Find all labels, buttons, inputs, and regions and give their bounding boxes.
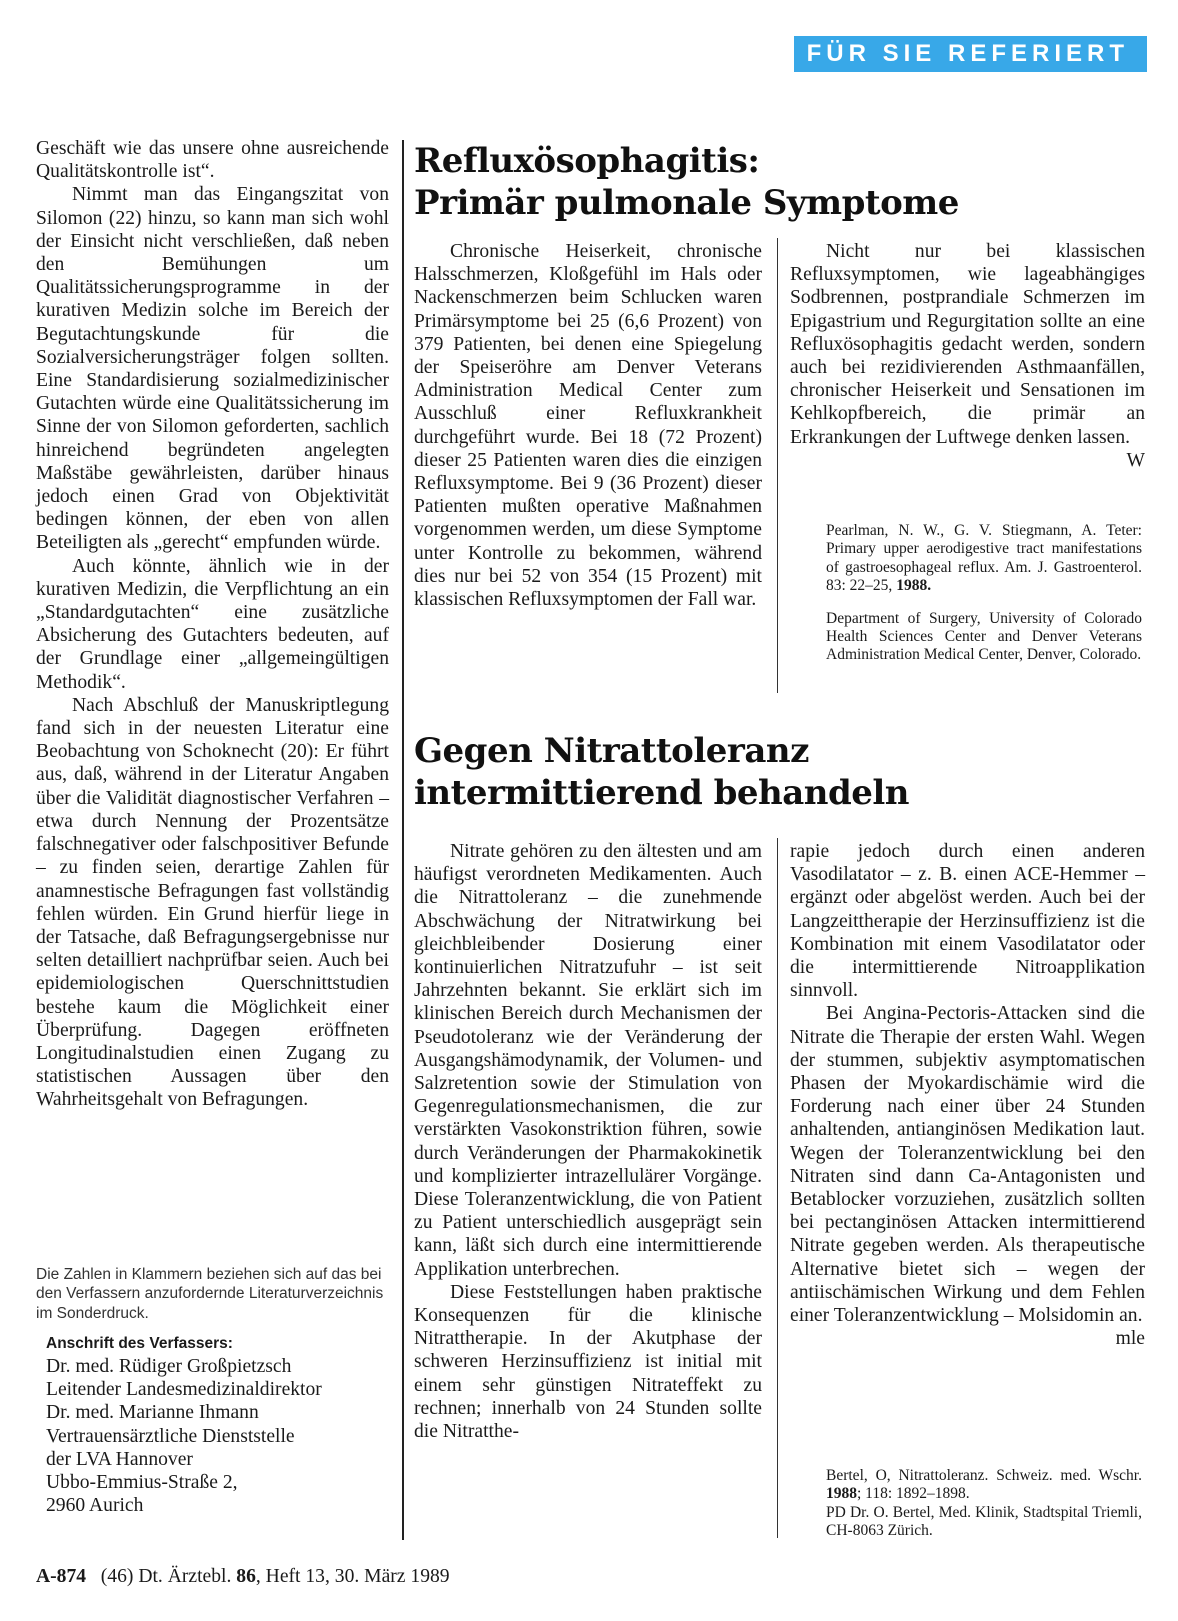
column-divider (777, 238, 778, 693)
page-footer (36, 1565, 450, 1589)
reference-citation (826, 1467, 1142, 1504)
article-body-column (414, 840, 762, 1443)
author-address (46, 1333, 391, 1517)
left-column-text (36, 137, 389, 1112)
reference-affiliation: PD Dr. O. Bertel, Med. Klinik, Stadtspital Triemli, CH-8063 Zürich. (826, 1503, 1142, 1540)
column-divider (402, 140, 404, 1540)
address-line: der LVA Hannover (46, 1448, 193, 1470)
title-line: intermittierend behandeln (414, 773, 910, 813)
citation-year: 1988 (826, 1485, 857, 1503)
paragraph: Chronische Heiserkeit, chronische Halsschmerzen, Kloßgefühl im Hals oder Nackenschmerzen beim Schlucken waren Primärsymptome bei 25 (6,6 Prozent) von 379 Patienten, bei denen eine Spiegelung der Speiseröhre am Denver Veterans Administration Medical Center zum Ausschluß einer Refluxkrankheit durchgeführt wurde. Bei 18 (72 Prozent) dieser 25 Patienten waren dies die einzigen Refluxsymptome. Bei 9 (36 Prozent) dieser Patienten mußten operative Maßnahmen vorgenommen werden, um diese Symptome unter Kontrolle zu bekommen, während dies nur bei 52 von 354 (15 Prozent) mit klassischen Refluxsymptomen der Fall war. (414, 241, 762, 611)
citation-year: 1988. (896, 577, 932, 595)
journal-issue: (46) Dt. Ärztebl. (100, 1566, 232, 1587)
paragraph: rapie jedoch durch einen anderen Vasodilatator – z. B. einen ACE-Hemmer – ergänzt oder abgelöst werden. Auch bei der Langzeittherapie der Herzinsuffizienz ist die Kombination mit einem Vasodilatator oder die intermittierende Nitroapplikation sinnvoll. (790, 841, 1145, 1002)
reference-citation (826, 522, 1142, 596)
author-signature: mle (1115, 1328, 1145, 1350)
author-signature: W (1126, 449, 1145, 471)
article-title (414, 730, 1154, 814)
address-line: Dr. med. Rüdiger Großpietzsch (46, 1356, 292, 1377)
title-line: Primär pulmonale Symptome (414, 183, 959, 223)
title-line: Gegen Nitrattoleranz (414, 731, 809, 771)
citation-text: Bertel, O, Nitrattoleranz. Schweiz. med. Wschr. (826, 1467, 1142, 1484)
paragraph-text: Nicht nur bei klassischen Refluxsymptomen, wie lageabhängiges Sodbrennen, postprandiale Schmerzen im Epigastrium und Regurgitation sollte an eine Refluxösophagitis gedacht werden, sondern auch bei rezidivierenden Asthmaanfällen, chronischer Heiserkeit und Sensationen im Kehlkopfbereich, die primär an Erkrankungen der Luftwege denken lassen. (790, 241, 1145, 448)
article-title (414, 140, 1154, 224)
address-line: Ubbo-Emmius-Straße 2, (46, 1472, 238, 1494)
reference-affiliation: Department of Surgery, University of Colorado Health Sciences Center and Denver Veterans Administration Medical Center, Denver, Colorado. (826, 609, 1142, 664)
citation-text: ; 118: 1892–1898. (857, 1485, 970, 1503)
footnote: Die Zahlen in Klammern beziehen sich auf das bei den Verfassern anzufordernde Literaturverzeichnis im Sonderdruck. (36, 1266, 384, 1322)
page-number: A-874 (36, 1566, 87, 1587)
journal-volume: 86 (236, 1566, 256, 1587)
paragraph: Diese Feststellungen haben praktische Konsequenzen für die klinische Nitrattherapie. In der Akutphase der schweren Herzinsuffizienz ist initial mit einem sehr günstigen Nitrateffekt zu rechnen; innerhalb von 24 Stunden sollte die Nitratthe- (414, 1281, 762, 1443)
citation-text: Pearlman, N. W., G. V. Stiegmann, A. Teter: Primary upper aerodigestive tract manifestations of gastroesophageal reflux. Am. J. Gastroenterol. 83: 22–25, (826, 522, 1142, 595)
article-body-column (790, 840, 1145, 1350)
address-line: Leitender Landesmedizinaldirektor (46, 1379, 322, 1401)
address-label: Anschrift des Verfassers: (46, 1335, 233, 1352)
reference-block (826, 1467, 1142, 1555)
section-banner: FÜR SIE REFERIERT (794, 36, 1147, 72)
paragraph: Nimmt man das Eingangszitat von Silomon (22) hinzu, so kann man sich wohl der Einsicht nicht verschließen, daß neben den Bemühungen um Qualitätssicherungsprogramme in der kurativen Medizin solche im Bereich der Begutachtungskunde für die Sozialversicherungsträger folgen sollten. Eine Standardisierung sozialmedizinischer Gutachten würde eine Qualitätssicherung im Sinne der von Silomon geforderten, sachlich hinreichend begründeten angelegten Maßstäbe gewährleisten, darüber hinaus jedoch einen Grad von Objektivität bedingen können, der eben von allen Beteiligten als „gerecht“ empfunden würde. (36, 184, 389, 554)
reference-block (826, 522, 1142, 679)
article-body-column (790, 240, 1145, 472)
paragraph: Nach Abschluß der Manuskriptlegung fand sich in der neuesten Literatur eine Beobachtung von Schoknecht (20): Er führt aus, daß, während in der Literatur Angaben über die Validität diagnostischer Verfahren – etwa durch Nennung der Prozentsätze falschnegativer oder falschpositiver Befunde – zu finden seien, derartige Zahlen für anamnestische Befragungen fast vollständig fehlen würden. Ein Grund hierfür liege in der Tatsache, daß Befragungsergebnisse nur selten detailliert nachprüfbar seien. Auch bei epidemiologischen Querschnittstudien bestehe kaum die Möglichkeit einer Überprüfung. Dagegen eröffneten Longitudinalstudien einen Zugang zu statistischen Aussagen über den Wahrheitsgehalt von Befragungen. (36, 694, 389, 1111)
paragraph (790, 1002, 1145, 1350)
paragraph-text: Bei Angina-Pectoris-Attacken sind die Nitrate die Therapie der ersten Wahl. Wegen der stummen, subjektiv asymptomatischen Phasen der Myokardischämie wird die Forderung nach einer über 24 Stunden anhaltenden, antianginösen Medikation laut. Wegen der Toleranzentwicklung bei den Nitraten sind dann Ca-Antagonisten und Betablocker vorzuziehen, zusätzlich sollten bei pectanginösen Attacken intermittierend Nitrate gegeben werden. Als therapeutische Alternative bietet sich – wegen der antiischämischen Wirkung und dem Fehlen einer Toleranzentwicklung – Molsidomin an. (790, 1003, 1145, 1327)
address-line: Vertrauensärztliche Dienststelle (46, 1425, 295, 1447)
address-line: Dr. med. Marianne Ihmann (46, 1402, 259, 1424)
column-divider (777, 838, 778, 1538)
paragraph: Auch könnte, ähnlich wie in der kurativen Medizin, die Verpflichtung an ein „Standardgutachten“ eine zusätzliche Absicherung des Gutachters bedeuten, auf der Grundlage einer „allgemeingültigen Methodik“. (36, 555, 389, 693)
paragraph: Nitrate gehören zu den ältesten und am häufigst verordneten Medikamenten. Auch die Nitrattoleranz – die zunehmende Abschwächung der Nitratwirkung bei gleichbleibender Dosierung einer kontinuierlichen Nitratzufuhr – ist seit Jahrzehnten bekannt. Sie erklärt sich im klinischen Bereich durch Mechanismen der Pseudotoleranz wie der Veränderung der Ausgangshämodynamik, der Volumen- und Salzretention sowie der Stimulation von Gegenregulationsmechanismen, die zur verstärkten Vasokonstriktion führen, sowie durch Veränderungen der Pharmakokinetik und komplizierter intrazellulärer Vorgänge. Diese Toleranzentwicklung, die von Patient zu Patient unterschiedlich ausgeprägt sein kann, läßt sich durch eine intermittierende Applikation unterbrechen. (414, 841, 762, 1280)
title-line: Refluxösophagitis: (414, 141, 760, 181)
paragraph (790, 240, 1145, 471)
article-body-column (414, 240, 762, 611)
address-line: 2960 Aurich (46, 1495, 144, 1517)
paragraph: Geschäft wie das unsere ohne ausreichende Qualitätskontrolle ist“. (36, 138, 389, 183)
journal-date: , Heft 13, 30. März 1989 (255, 1566, 450, 1587)
